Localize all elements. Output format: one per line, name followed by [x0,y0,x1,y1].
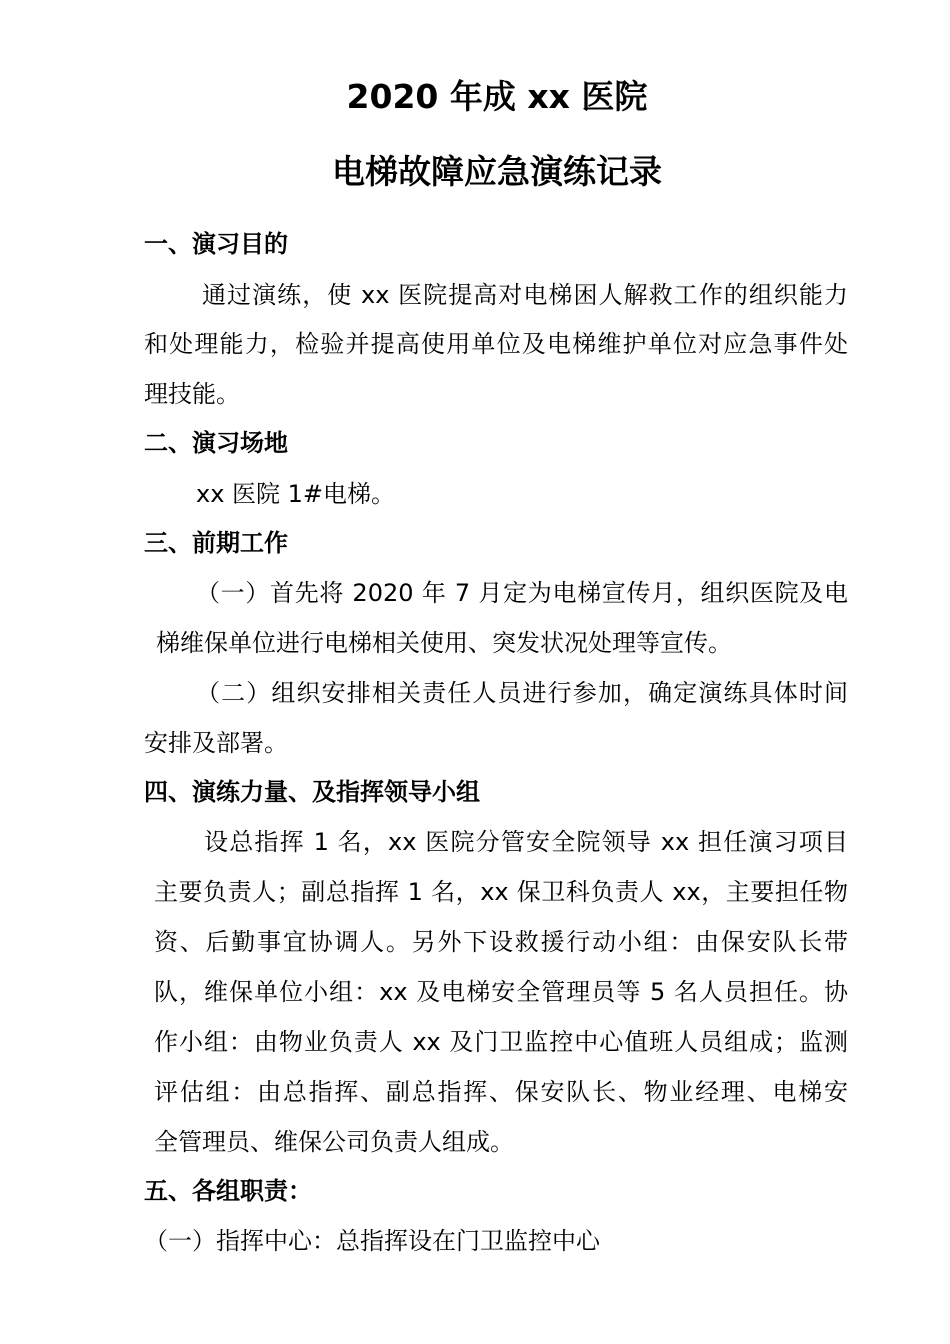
paragraph-line: 全管理员、维保公司负责人组成。 [154,1128,514,1156]
paragraph-line: 安排及部署。 [144,729,288,757]
document-title-line-1: 2020 年成 xx 医院 [346,77,648,116]
paragraph-line: xx 医院 1#电梯。 [196,480,396,508]
paragraph-line: 通过演练，使 xx 医院提高对电梯困人解救工作的组织能力 [202,281,848,309]
paragraph-line: 队，维保单位小组：xx 及电梯安全管理员等 5 名人员担任。协 [154,978,848,1006]
paragraph-line: 理技能。 [144,380,240,408]
section-heading-preparation: 三、前期工作 [144,529,288,557]
paragraph-line: （二）组织安排相关责任人员进行参加，确定演练具体时间 [196,679,848,707]
section-heading-responsibilities: 五、各组职责： [144,1177,312,1205]
section-heading-purpose: 一、演习目的 [144,230,288,258]
paragraph-line: 主要负责人；副总指挥 1 名，xx 保卫科负责人 xx，主要担任物 [154,878,848,906]
paragraph-line: （一）指挥中心：总指挥设在门卫监控中心 [144,1227,600,1255]
paragraph-line: 作小组：由物业负责人 xx 及门卫监控中心值班人员组成；监测 [154,1028,848,1056]
document-title-line-2: 电梯故障应急演练记录 [332,152,662,191]
paragraph-line: 资、后勤事宜协调人。另外下设救援行动小组：由保安队长带 [154,928,848,956]
paragraph-line: 评估组：由总指挥、副总指挥、保安队长、物业经理、电梯安 [154,1078,848,1106]
paragraph-line: 和处理能力，检验并提高使用单位及电梯维护单位对应急事件处 [144,330,848,358]
paragraph-line: （一）首先将 2020 年 7 月定为电梯宣传月，组织医院及电 [196,579,848,607]
section-heading-venue: 二、演习场地 [144,429,288,457]
paragraph-line: 设总指挥 1 名，xx 医院分管安全院领导 xx 担任演习项目 [204,828,848,856]
paragraph-line: 梯维保单位进行电梯相关使用、突发状况处理等宣传。 [156,629,732,657]
section-heading-command-group: 四、演练力量、及指挥领导小组 [144,778,480,806]
